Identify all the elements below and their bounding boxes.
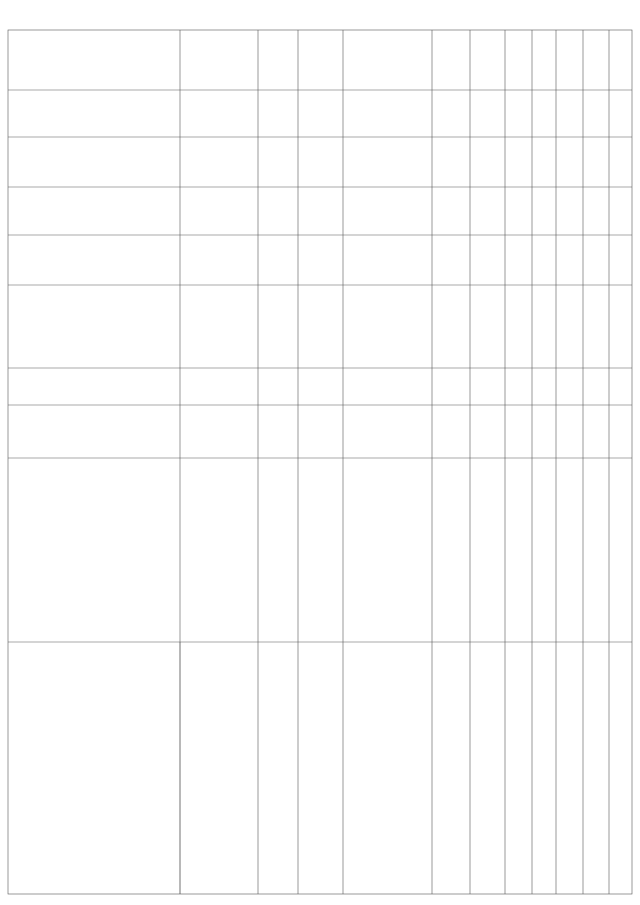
page-number [310, 448, 332, 460]
header-goal [236, 456, 276, 636]
header-years [442, 88, 454, 368]
year-2014 [492, 270, 502, 310]
year-2015 [492, 222, 502, 262]
header-codes [16, 648, 30, 888]
year-2013 [492, 320, 502, 360]
target-year-label [625, 24, 633, 54]
target-value-label [625, 56, 633, 86]
year-2018 [492, 76, 502, 116]
header-fact [334, 372, 364, 402]
year-2017 [492, 124, 502, 164]
year-2016 [492, 172, 502, 212]
header-unit [282, 408, 302, 450]
